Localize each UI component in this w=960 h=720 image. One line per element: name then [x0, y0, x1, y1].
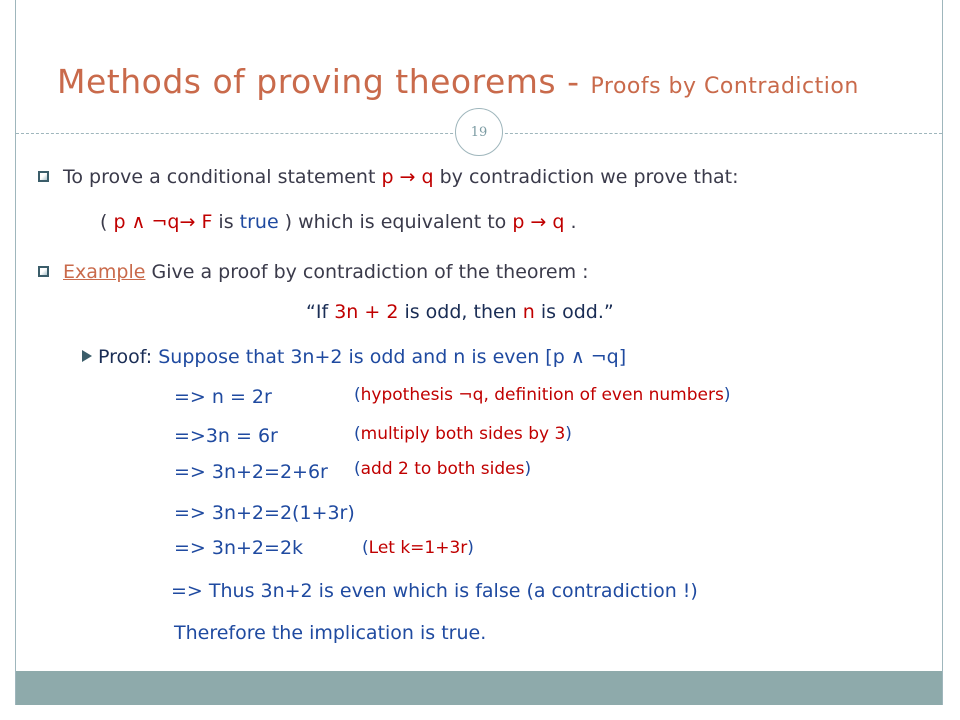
bullet1-p-implies-q: p → q [381, 166, 434, 188]
arrow-bullet-icon [82, 350, 92, 362]
title-sub: Proofs by Contradiction [590, 74, 859, 99]
slide-number: 19 [455, 108, 503, 156]
proof-note-2: (multiply both sides by 3) [354, 424, 572, 444]
bullet1-text-b: by contradiction we prove that: [433, 166, 739, 188]
conclusion-thus: => Thus 3n+2 is even which is false (a contradiction !) [171, 580, 698, 602]
eq-is: is [212, 211, 240, 233]
slide-title [57, 62, 859, 101]
eq-true: true [239, 211, 279, 233]
eq-equiv: p → q [512, 211, 565, 233]
proof-text: Suppose that 3n+2 is odd and n is even [p ∧ ¬q] [158, 346, 627, 368]
bullet-example [38, 261, 589, 283]
eq-expr: p ∧ ¬q→ F [113, 211, 213, 233]
theorem-end: is odd. [534, 301, 604, 323]
proof-note-3: (add 2 to both sides) [354, 459, 532, 479]
proof-step-1: => n = 2r [174, 386, 272, 408]
conclusion-therefore: Therefore the implication is true. [174, 622, 487, 644]
proof-note-5: (Let k=1+3r) [362, 538, 474, 558]
bullet-conditional [38, 166, 739, 188]
proof-label: Proof: [98, 346, 159, 368]
proof-note-1: (hypothesis ¬q, definition of even numbers) [354, 385, 731, 405]
proof-step-4: => 3n+2=2(1+3r) [174, 502, 355, 524]
footer-bar [16, 671, 942, 705]
example-label: Example [63, 261, 146, 283]
theorem-open: “If [306, 301, 335, 323]
proof-step-5: => 3n+2=2k [174, 537, 304, 559]
theorem-close: ” [603, 301, 614, 323]
proof-step-3: => 3n+2=2+6r [174, 461, 328, 483]
theorem-mid: is odd, then [398, 301, 523, 323]
theorem-p: 3n + 2 [334, 301, 399, 323]
proof-line [82, 346, 626, 368]
theorem-statement [306, 301, 614, 323]
square-bullet-icon [38, 266, 49, 277]
eq-close: ) which is equivalent to [278, 211, 513, 233]
equivalence-line [100, 211, 577, 233]
example-text: Give a proof by contradiction of the theorem : [145, 261, 589, 283]
bullet1-text-a: To prove a conditional statement [63, 166, 382, 188]
eq-open: ( [100, 211, 114, 233]
square-bullet-icon [38, 171, 49, 182]
eq-period: . [564, 211, 577, 233]
theorem-n: n [522, 301, 535, 323]
title-main: Methods of proving theorems - [57, 62, 591, 101]
proof-step-2: =>3n = 6r [174, 425, 278, 447]
